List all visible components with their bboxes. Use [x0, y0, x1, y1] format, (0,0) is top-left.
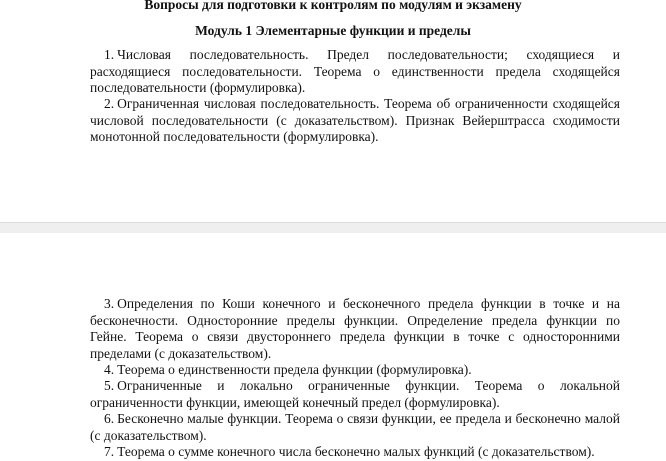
question-1: [90, 47, 620, 97]
question-7: [90, 444, 620, 461]
question-number: 3.: [104, 296, 115, 311]
module-title: Модуль 1 Элементарные функции и пределы: [195, 23, 471, 38]
document-title: Вопросы для подготовки к контролям по модулям и экзамену: [144, 0, 522, 12]
question-text: Бесконечно малые функции. Теорема о связи функции, ее предела и бесконечно малой (с доказательством).: [90, 411, 620, 443]
question-4: [90, 362, 620, 379]
question-number: 5.: [104, 378, 115, 393]
question-5: [90, 378, 620, 411]
question-number: 6.: [104, 411, 115, 426]
question-number: 2.: [104, 96, 115, 111]
question-3: [90, 296, 620, 362]
question-number: 7.: [104, 444, 115, 459]
question-text: Теорема о сумме конечного числа бесконечно малых функций (с доказательством).: [117, 444, 595, 459]
question-number: 4.: [104, 362, 115, 377]
question-text: Ограниченные и локально ограниченные функции. Теорема о локальной ограниченности функции, имеющей конечный предел (формулировка).: [90, 378, 620, 410]
question-2: [90, 96, 620, 146]
page-2: [0, 233, 666, 459]
question-text: Ограниченная числовая последовательность. Теорема об ограниченности сходящейся числовой последовательности (с доказательством). Признак Вейерштрасса сходимости монотонной последовательности (формулировка).: [90, 96, 620, 145]
page-1: [0, 0, 666, 222]
question-6: [90, 411, 620, 444]
question-number: 1.: [104, 47, 115, 62]
question-text: Теорема о единственности предела функции (формулировка).: [117, 362, 472, 377]
question-text: Числовая последовательность. Предел последовательности; сходящиеся и расходящиеся последовательности. Теорема о единственности предела сходящейся последовательности (формулировка).: [90, 47, 620, 96]
question-text: Определения по Коши конечного и бесконечного предела функции в точке и на бесконечности. Односторонние пределы функции. Определение предела функции по Гейне. Теорема о связи двустороннего предела функции в точке с односторонними пределами (с доказательством).: [90, 296, 620, 361]
